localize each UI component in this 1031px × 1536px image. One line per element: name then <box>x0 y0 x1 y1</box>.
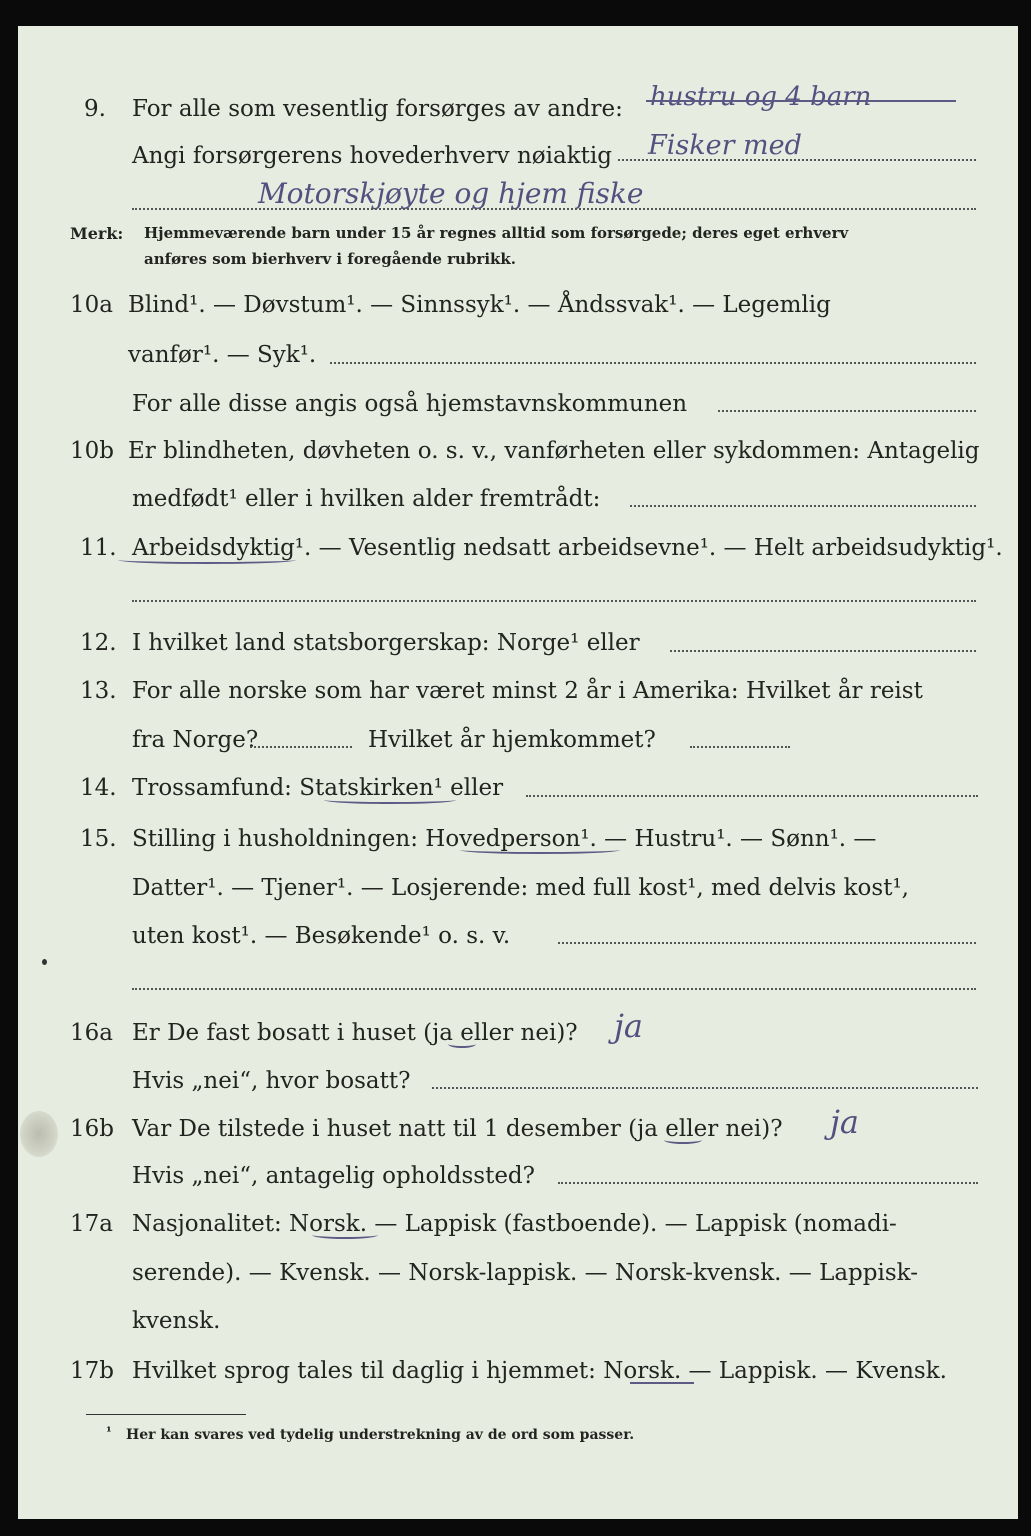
q9-handwritten-answer2: Fisker med <box>648 130 802 161</box>
q10a-line1: Blind¹. — Døvstum¹. — Sinnssyk¹. — Åndssvak¹. — Legemlig <box>128 292 831 318</box>
q17a-line2: serende). — Kvensk. — Norsk-lappisk. — Norsk-kvensk. — Lappisk- <box>132 1260 918 1286</box>
q10a-line3: For alle disse angis også hjemstavnskommunen <box>132 391 688 417</box>
q15-extra-dots <box>132 988 976 990</box>
q15-line3-dots <box>558 942 976 944</box>
q16b-ja-underline <box>664 1136 702 1144</box>
q14-text: Trossamfund: Statskirken¹ eller <box>132 775 504 801</box>
q16b-handwritten-answer: ja <box>830 1103 859 1141</box>
q13-line2a-dots <box>250 746 352 748</box>
q9-line2: Angi forsørgerens hovederhverv nøiaktig <box>132 143 612 169</box>
q13-line1: For alle norske som har været minst 2 år i Amerika: Hvilket år reist <box>132 678 923 704</box>
q15-line1: Stilling i husholdningen: Hovedperson¹. — Hustru¹. — Sønn¹. — <box>132 826 877 852</box>
q17a-norsk-underline <box>312 1231 378 1239</box>
q10a-line2-dots <box>330 362 976 364</box>
q9-line3-dots <box>132 208 976 210</box>
merk-line2: anføres som bierhverv i foregående rubrikk. <box>144 250 517 268</box>
q16a-line1: Er De fast bosatt i huset (ja eller nei)? <box>132 1020 578 1046</box>
q17a-line1: Nasjonalitet: Norsk. — Lappisk (fastboende). — Lappisk (nomadi- <box>132 1211 897 1237</box>
q17b-text: Hvilket sprog tales til daglig i hjemmet: Norsk. — Lappisk. — Kvensk. <box>132 1358 947 1384</box>
q10a-number: 10a <box>70 292 113 318</box>
merk-label: Merk: <box>70 224 124 243</box>
q16b-line2-dots <box>558 1182 978 1184</box>
q13-line2b-dots <box>690 746 790 748</box>
q15-number: 15. <box>80 826 117 852</box>
footnote-mark: ¹ <box>106 1425 112 1440</box>
q15-line3: uten kost¹. — Besøkende¹ o. s. v. <box>132 923 511 949</box>
q16b-line2: Hvis „nei“, antagelig opholdssted? <box>132 1163 535 1189</box>
q14-dots <box>526 795 978 797</box>
q12-dots <box>670 650 976 652</box>
q11-number: 11. <box>80 535 117 561</box>
q10b-line1: Er blindheten, døvheten o. s. v., vanførheten eller sykdommen: Antagelig <box>128 438 980 464</box>
footnote-rule <box>86 1414 246 1415</box>
q16a-ja-underline <box>448 1040 476 1048</box>
q15-line2: Datter¹. — Tjener¹. — Losjerende: med full kost¹, med delvis kost¹, <box>132 875 909 901</box>
q13-line2a: fra Norge? <box>132 727 259 753</box>
q10b-line2-dots <box>630 505 976 507</box>
ink-speck <box>42 959 47 965</box>
q11-arbeidsdyktig-underline <box>118 556 296 564</box>
q17b-number: 17b <box>70 1358 114 1384</box>
q11-text: Arbeidsdyktig¹. — Vesentlig nedsatt arbeidsevne¹. — Helt arbeidsudyktig¹. <box>132 535 1003 561</box>
merk-line1: Hjemmeværende barn under 15 år regnes alltid som forsørgede; deres eget erhverv <box>144 224 849 242</box>
q9-handwritten-answer3: Motorskjøyte og hjem fiske <box>258 177 644 210</box>
q17a-number: 17a <box>70 1211 113 1237</box>
q16a-line2-dots <box>432 1087 978 1089</box>
q10b-line2: medfødt¹ eller i hvilken alder fremtrådt: <box>132 486 601 512</box>
paper-stain <box>20 1111 58 1157</box>
q16a-handwritten-answer: ja <box>614 1007 643 1045</box>
q9-answer-strike <box>646 100 956 102</box>
q9-number: 9. <box>84 96 106 122</box>
q9-text: For alle som vesentlig forsørges av andre: <box>132 96 623 122</box>
q10a-line2: vanfør¹. — Syk¹. <box>128 342 317 368</box>
q13-number: 13. <box>80 678 117 704</box>
q16b-number: 16b <box>70 1116 114 1142</box>
q14-number: 14. <box>80 775 117 801</box>
q16a-number: 16a <box>70 1020 113 1046</box>
q16b-line1: Var De tilstede i huset natt til 1 desember (ja eller nei)? <box>132 1116 783 1142</box>
q11-answer-dots <box>132 600 976 602</box>
q10b-number: 10b <box>70 438 114 464</box>
footnote-text: Her kan svares ved tydelig understrekning av de ord som passer. <box>126 1427 635 1443</box>
q13-line2b: Hvilket år hjemkommet? <box>368 727 656 753</box>
q12-number: 12. <box>80 630 117 656</box>
q16a-line2: Hvis „nei“, hvor bosatt? <box>132 1068 411 1094</box>
q14-statskirken-underline <box>324 796 456 804</box>
census-form-page <box>18 26 1018 1519</box>
q17b-norsk-underline <box>630 1382 694 1384</box>
q17a-line3: kvensk. <box>132 1308 221 1334</box>
q10a-line3-dots <box>718 410 976 412</box>
q9-handwritten-answer: hustru og 4 barn <box>650 82 872 112</box>
q12-text: I hvilket land statsborgerskap: Norge¹ eller <box>132 630 640 656</box>
q15-hovedperson-underline <box>460 846 620 854</box>
